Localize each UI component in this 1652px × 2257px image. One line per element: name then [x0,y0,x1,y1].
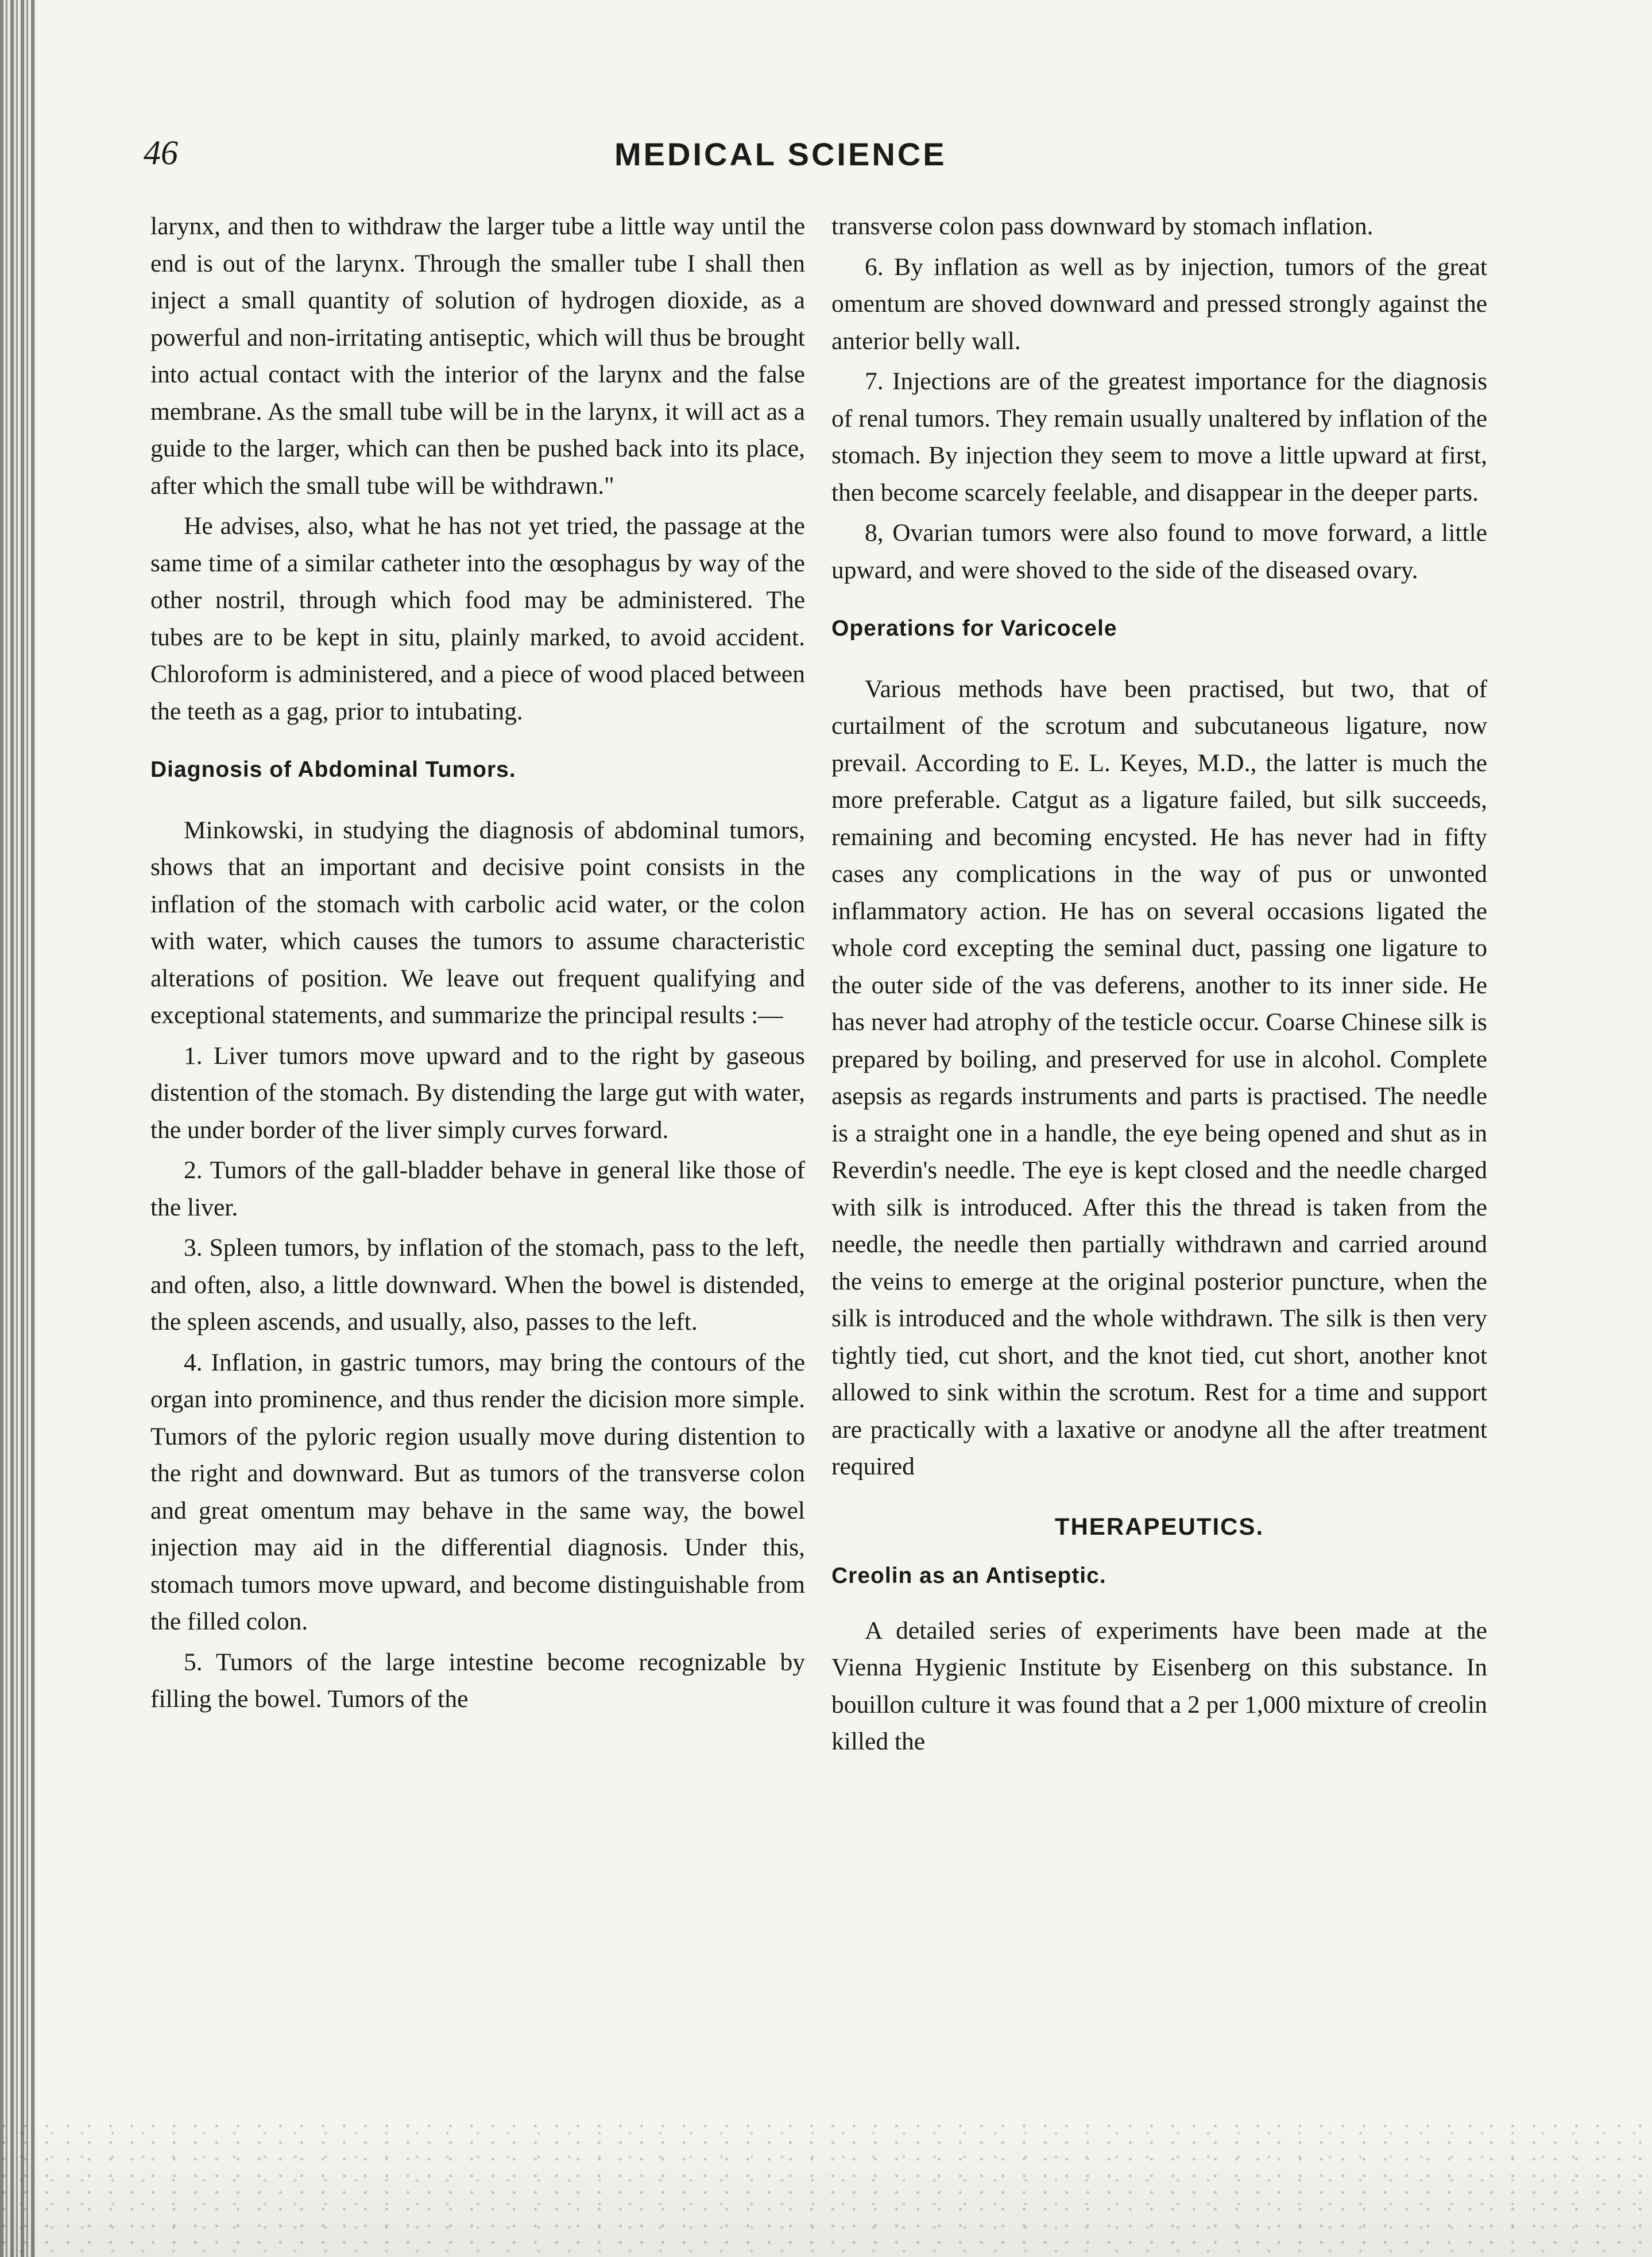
paragraph: A detailed series of experiments have been made at the Vienna Hygienic Institute by Eisenberg on this substance. In bouillon culture it was found that a 2 per 1,000 mixture of creolin killed the [831,1616,1487,1755]
page-header [144,133,1493,179]
paragraph: Various methods have been practised, but two, that of curtailment of the scrotum and subcutaneous ligature, now prevail. According to E. L. Keyes, M.D., the latter is much the more preferable. Catgut as a ligature failed, but silk succeeds, remaining and becoming encysted. He has never had in fifty cases any complications in the way of pus or unwonted inflammatory action. He has on several occasions ligated the whole cord excepting the seminal duct, passing one ligature to the outer side of the vas deferens, another to its inner side. He has never had atrophy of the testicle occur. Coarse Chinese silk is prepared by boiling, and preserved for use in alcohol. Complete asepsis as regards instruments and parts is practised. The needle is a straight one in a handle, the eye being opened and shut as in Reverdin's needle. The eye is kept closed and the needle charged with silk is introduced. After this the thread is taken from the needle, the needle then partially withdrawn and carried around the veins to emerge at the original posterior puncture, when the silk is introduced and the whole withdrawn. The silk is then very tightly tied, cut short, and the knot tied, cut short, another knot allowed to sink within the scrotum. Rest for a time and support are practically with a laxative or anodyne all the after treatment required [831,675,1487,1480]
page-number: 46 [144,134,178,172]
list-item: 8, Ovarian tumors were also found to move forward, a little upward, and were shoved to the side of the diseased ovary. [831,519,1487,584]
section-heading: Operations for Varicocele [831,616,1117,641]
list-item: 2. Tumors of the gall-bladder behave in general like those of the liver. [150,1156,805,1221]
right-column [831,208,1487,1764]
list-item: 7. Injections are of the greatest importance for the diagnosis of renal tumors. They remain usually unaltered by inflation of the stomach. By injection they seem to move a little upward at first, then become scarcely feelable, and disappear in the deeper parts. [831,367,1487,506]
scan-binding-edge [0,0,36,2257]
list-item: 5. Tumors of the large intestine become recognizable by filling the bowel. Tumors of the [150,1648,805,1713]
section-heading: Creolin as an Antiseptic. [831,1563,1107,1588]
section-heading: Diagnosis of Abdominal Tumors. [150,757,516,782]
paragraph: He advises, also, what he has not yet tried, the passage at the same time of a similar catheter into the œsophagus by way of the other nostril, through which food may be administered. The tubes are to be kept in situ, plainly marked, to avoid accident. Chloroform is administered, and a piece of wood placed between the teeth as a gag, prior to intubating. [150,512,805,725]
list-item: 4. Inflation, in gastric tumors, may bring the contours of the organ into prominence, and thus render the dicision more simple. Tumors of the pyloric region usually move during distention to the right and downward. But as tumors of the transverse colon and great omentum may behave in the same way, the bowel injection may aid in the differential diagnosis. Under this, stomach tumors move upward, and become distinguishable from the filled colon. [150,1348,805,1635]
left-column [150,208,805,1721]
scan-noise [0,2119,1652,2257]
list-item: 1. Liver tumors move upward and to the right by gaseous distention of the stomach. By distending the large gut with water, the under border of the liver simply curves forward. [150,1042,805,1144]
paragraph: transverse colon pass downward by stomach inflation. [831,212,1374,240]
chapter-heading: THERAPEUTICS. [1054,1512,1264,1540]
list-item: 3. Spleen tumors, by inflation of the stomach, pass to the left, and often, also, a little downward. When the bowel is distended, the spleen ascends, and usually, also, passes to the left. [150,1234,805,1335]
paragraph: Minkowski, in studying the diagnosis of abdominal tumors, shows that an important and decisive point consists in the inflation of the stomach with carbolic acid water, or the colon with water, which causes the tumors to assume characteristic alterations of position. We leave out frequent qualifying and exceptional statements, and summarize the principal results :— [150,816,805,1029]
paragraph: larynx, and then to withdraw the larger tube a little way until the end is out of the larynx. Through the smaller tube I shall then inject a small quantity of solution of hydrogen dioxide, as a powerful and non-irritating antiseptic, which will thus be brought into actual contact with the interior of the larynx and the false membrane. As the small tube will be in the larynx, it will act as a guide to the larger, which can then be pushed back into its place, after which the small tube will be withdrawn." [150,212,805,500]
list-item: 6. By inflation as well as by injection, tumors of the great omentum are shoved downward and pressed strongly against the anterior belly wall. [831,253,1487,355]
running-head: MEDICAL SCIENCE [614,136,947,172]
